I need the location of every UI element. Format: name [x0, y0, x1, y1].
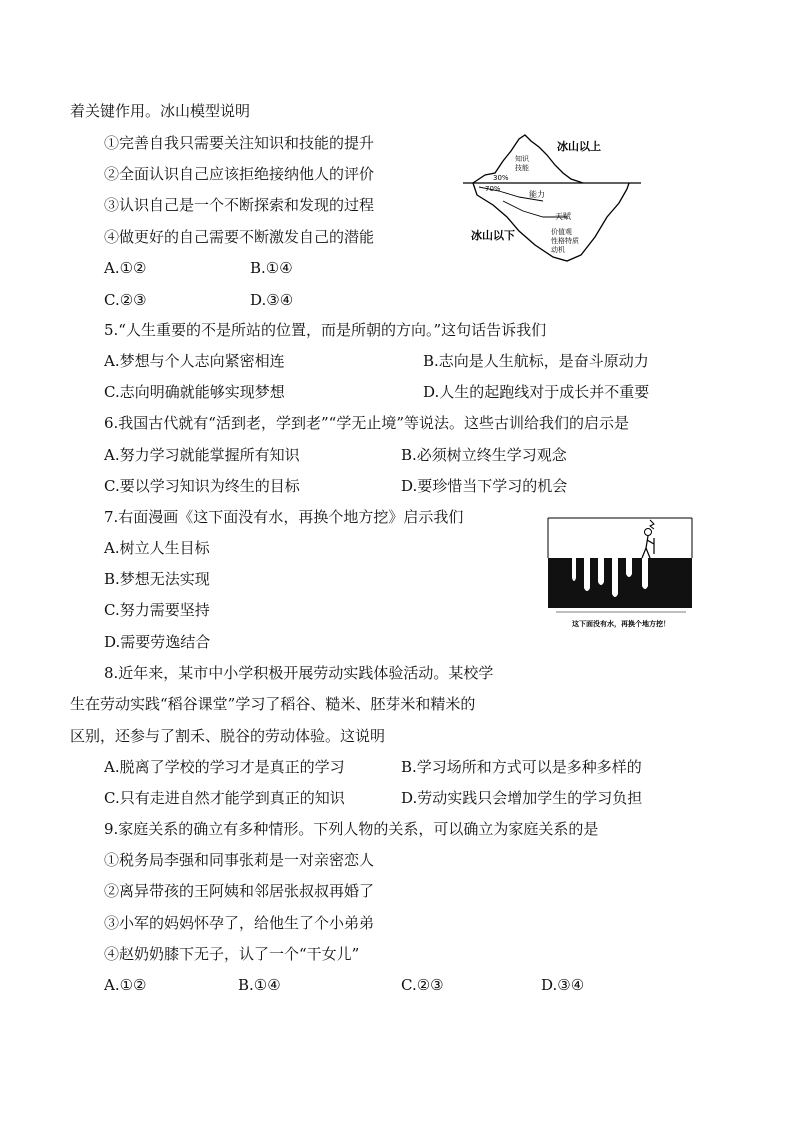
q4-statement-1: ①完善自我只需要关注知识和技能的提升 [104, 134, 375, 152]
q9-option-d: D.③④ [541, 976, 585, 994]
q5-option-a: A.梦想与个人志向紧密相连 [104, 352, 285, 370]
q5-option-b: B.志向是人生航标，是奋斗原动力 [423, 352, 649, 370]
q8-stem-line-3: 区别，还参与了割禾、脱谷的劳动体验。这说明 [70, 727, 386, 745]
q6-option-d: D.要珍惜当下学习的机会 [401, 477, 568, 495]
q6-option-c: C.要以学习知识为终生的目标 [104, 477, 300, 495]
q9-statement-2: ②离异带孩的王阿姨和邻居张叔叔再婚了 [104, 882, 375, 900]
iceberg-skill: 技能 [515, 164, 529, 172]
q4-statement-4: ④做更好的自己需要不断激发自己的潜能 [104, 228, 375, 246]
q4-statement-3: ③认识自己是一个不断探索和发现的过程 [104, 196, 375, 214]
q8-stem-line-2: 生在劳动实践“稻谷课堂”学习了稻谷、糙米、胚芽米和精米的 [70, 695, 476, 713]
cartoon-caption: 这下面没有水，再换个地方挖！ [572, 620, 670, 628]
q9-option-a: A.①② [104, 976, 147, 994]
iceberg-ability: 能力 [529, 190, 545, 199]
iceberg-pct-above: 30% [493, 174, 509, 182]
q5-option-c: C.志向明确就能够实现梦想 [104, 383, 285, 401]
q9-statement-3: ③小军的妈妈怀孕了，给他生了个小弟弟 [104, 914, 375, 932]
iceberg-label-above: 冰山以上 [557, 140, 601, 153]
q8-option-a: A.脱离了学校的学习才是真正的学习 [104, 758, 345, 776]
q7-option-a: A.树立人生目标 [104, 539, 210, 557]
q4-option-d: D.③④ [250, 291, 294, 309]
q4-option-b: B.①④ [250, 259, 293, 277]
q8-option-c: C.只有走进自然才能学到真正的知识 [104, 789, 345, 807]
q5-stem: 5.“人生重要的不是所站的位置，而是所朝的方向。”这句话告诉我们 [104, 321, 547, 339]
cartoon-figure [546, 514, 694, 632]
q4-option-c: C.②③ [104, 291, 147, 309]
q9-option-c: C.②③ [401, 976, 444, 994]
iceberg-pct-below: 70% [485, 185, 501, 193]
q6-option-a: A.努力学习就能掌握所有知识 [104, 446, 300, 464]
q9-statement-4: ④赵奶奶膝下无子，认了一个“干女儿” [104, 945, 360, 963]
q6-option-b: B.必须树立终生学习观念 [401, 446, 567, 464]
iceberg-talent: 天赋 [555, 212, 571, 221]
iceberg-deep-trait-3: 动机 [551, 246, 565, 254]
text-line: 着关键作用。冰山模型说明 [70, 102, 251, 120]
iceberg-model-figure [463, 131, 641, 271]
q8-stem-line-1: 8.近年来，某市中小学积极开展劳动实践体验活动。某校学 [104, 664, 494, 682]
q4-statement-2: ②全面认识自己应该拒绝接纳他人的评价 [104, 165, 375, 183]
q9-statement-1: ①税务局李强和同事张莉是一对亲密恋人 [104, 851, 375, 869]
q9-stem: 9.家庭关系的确立有多种情形。下列人物的关系，可以确立为家庭关系的是 [104, 820, 599, 838]
iceberg-knowledge: 知识 [515, 155, 529, 163]
q6-stem: 6.我国古代就有“活到老，学到老”“学无止境”等说法。这些古训给我们的启示是 [104, 414, 629, 432]
q7-option-c: C.努力需要坚持 [104, 601, 210, 619]
q7-stem: 7.右面漫画《这下面没有水，再换个地方挖》启示我们 [104, 508, 464, 526]
q4-option-a: A.①② [104, 259, 147, 277]
q8-option-d: D.劳动实践只会增加学生的学习负担 [401, 789, 643, 807]
q9-option-b: B.①④ [238, 976, 281, 994]
q7-option-d: D.需要劳逸结合 [104, 633, 211, 651]
q7-option-b: B.梦想无法实现 [104, 570, 210, 588]
q5-option-d: D.人生的起跑线对于成长并不重要 [423, 383, 650, 401]
iceberg-deep-trait-1: 价值观 [551, 228, 572, 236]
q8-option-b: B.学习场所和方式可以是多种多样的 [401, 758, 642, 776]
iceberg-deep-trait-2: 性格特质 [551, 237, 579, 245]
iceberg-label-below: 冰山以下 [471, 229, 515, 242]
